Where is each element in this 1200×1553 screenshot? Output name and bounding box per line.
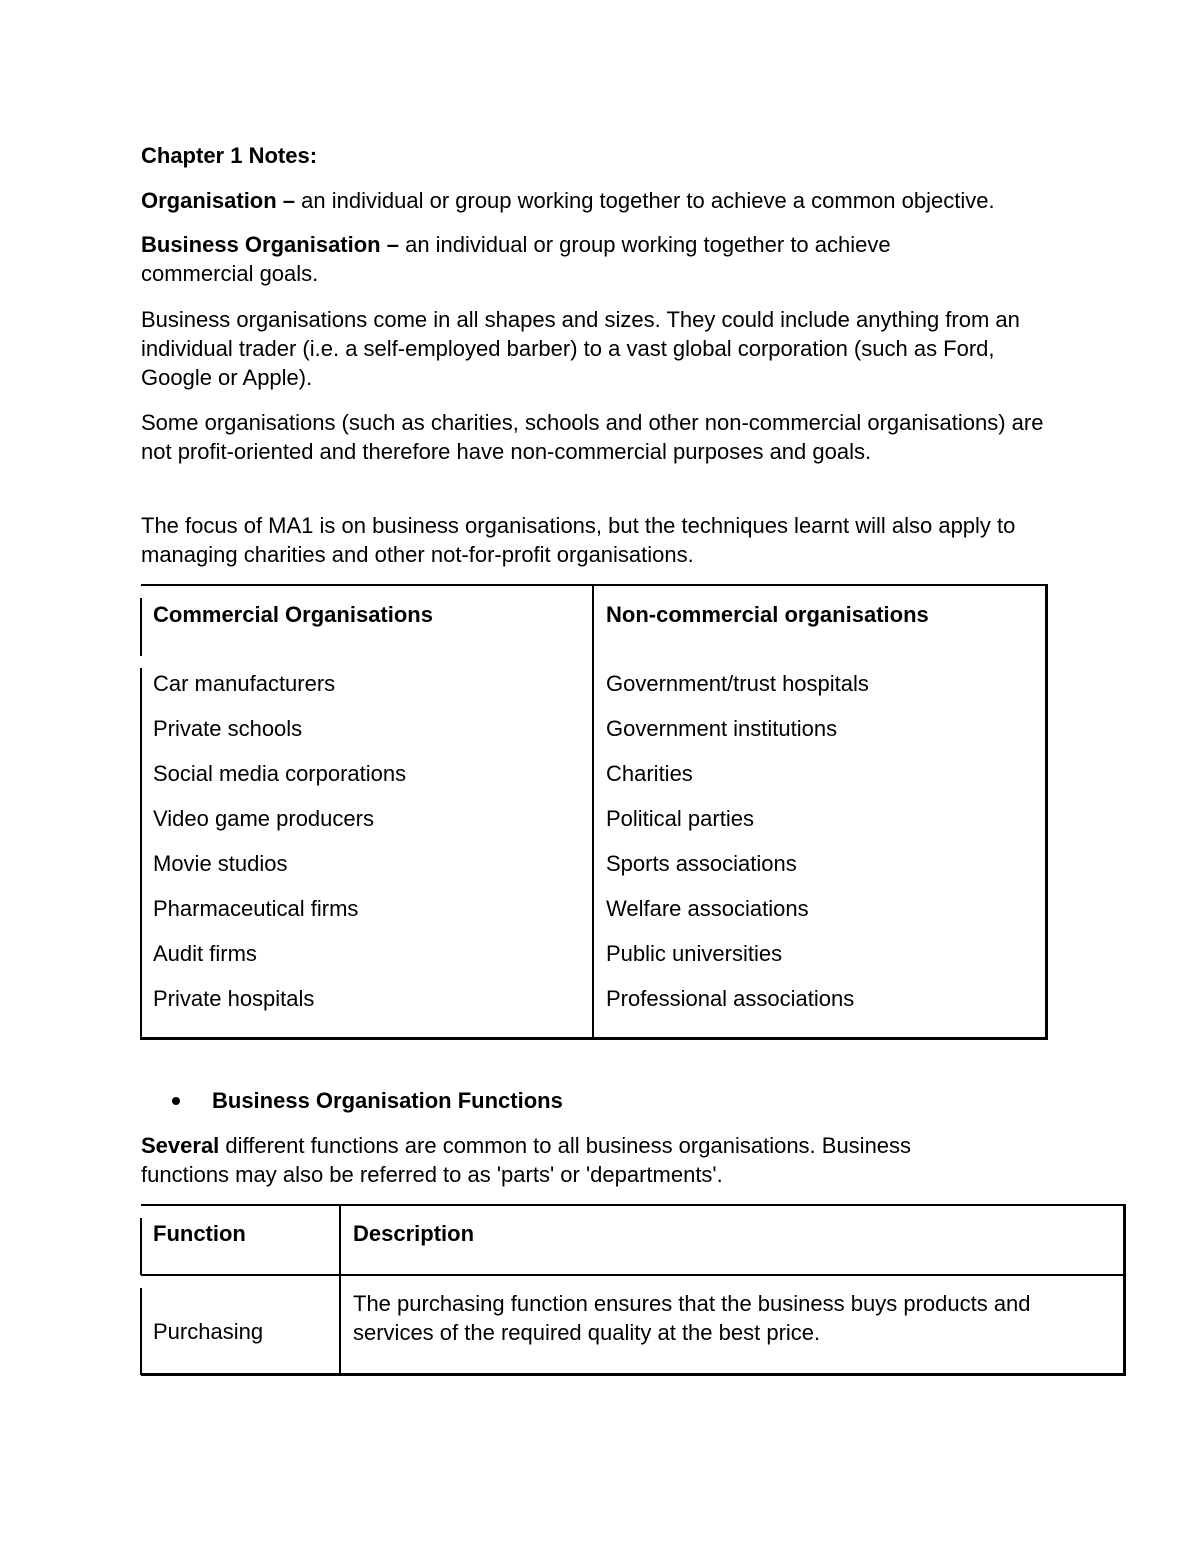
table-border — [140, 1288, 142, 1375]
body-text: different functions are common to all business organisations. Business functions may also be referred to as 'parts' or 'departments'. — [141, 1133, 912, 1187]
definition-term: Organisation – — [141, 188, 296, 213]
section-heading: Business Organisation Functions — [212, 1088, 563, 1113]
list-item: Government/trust hospitals — [606, 671, 869, 696]
table-border — [140, 1218, 142, 1275]
description-header: Description — [353, 1221, 475, 1246]
list-item: Private schools — [153, 716, 303, 741]
list-item: Charities — [606, 761, 693, 786]
list-item: Audit firms — [153, 941, 257, 966]
paragraph-functions-intro — [141, 1131, 981, 1189]
paragraph-shapes-sizes: Business organisations come in all shapes and sizes. They could include anything from an individual trader (i.e. a self-employed barber) to a vast global corporation (such as Ford, Google or Apple). — [141, 307, 1020, 390]
page-title: Chapter 1 Notes: — [141, 143, 318, 168]
list-item: Movie studios — [153, 851, 288, 876]
definition-organisation — [141, 186, 1056, 215]
list-item: Video game producers — [153, 806, 374, 831]
table-border — [140, 598, 142, 656]
bullet-icon — [172, 1097, 180, 1105]
non-commercial-header: Non-commercial organisations — [606, 602, 929, 627]
list-item: Social media corporations — [153, 761, 407, 786]
definition-text: an individual or group working together to achieve commercial goals. — [141, 232, 891, 286]
list-item: Sports associations — [606, 851, 797, 876]
organisations-table — [141, 584, 1048, 1040]
paragraph-non-profit: Some organisations (such as charities, schools and other non-commercial organisations) are not profit-oriented and therefore have non-commercial purposes and goals. — [141, 410, 1044, 464]
list-item: Private hospitals — [153, 986, 315, 1011]
table-column-divider — [339, 1206, 341, 1375]
function-header: Function — [153, 1221, 246, 1246]
commercial-list — [153, 670, 406, 1030]
commercial-header: Commercial Organisations — [153, 602, 433, 627]
function-cell: Purchasing — [153, 1319, 264, 1344]
table-border — [140, 668, 142, 1040]
emphasis-text: Several — [141, 1133, 220, 1158]
definition-business-organisation — [141, 230, 971, 288]
list-item: Professional associations — [606, 986, 855, 1011]
list-item: Government institutions — [606, 716, 838, 741]
list-item: Welfare associations — [606, 896, 809, 921]
list-item: Public universities — [606, 941, 783, 966]
definition-text: an individual or group working together to achieve a common objective. — [295, 188, 995, 213]
table-column-divider — [592, 586, 594, 1039]
list-item: Political parties — [606, 806, 754, 831]
list-item: Pharmaceutical firms — [153, 896, 359, 921]
description-cell: The purchasing function ensures that the business buys products and services of the required quality at the best price. — [353, 1291, 1031, 1345]
definition-term: Business Organisation – — [141, 232, 399, 257]
functions-table — [141, 1204, 1126, 1376]
paragraph-ma1-focus: The focus of MA1 is on business organisations, but the techniques learnt will also apply to managing charities and other not-for-profit organisations. — [141, 513, 1016, 567]
table-row-divider — [141, 1274, 1123, 1276]
non-commercial-list — [606, 670, 869, 1030]
list-item: Car manufacturers — [153, 671, 336, 696]
